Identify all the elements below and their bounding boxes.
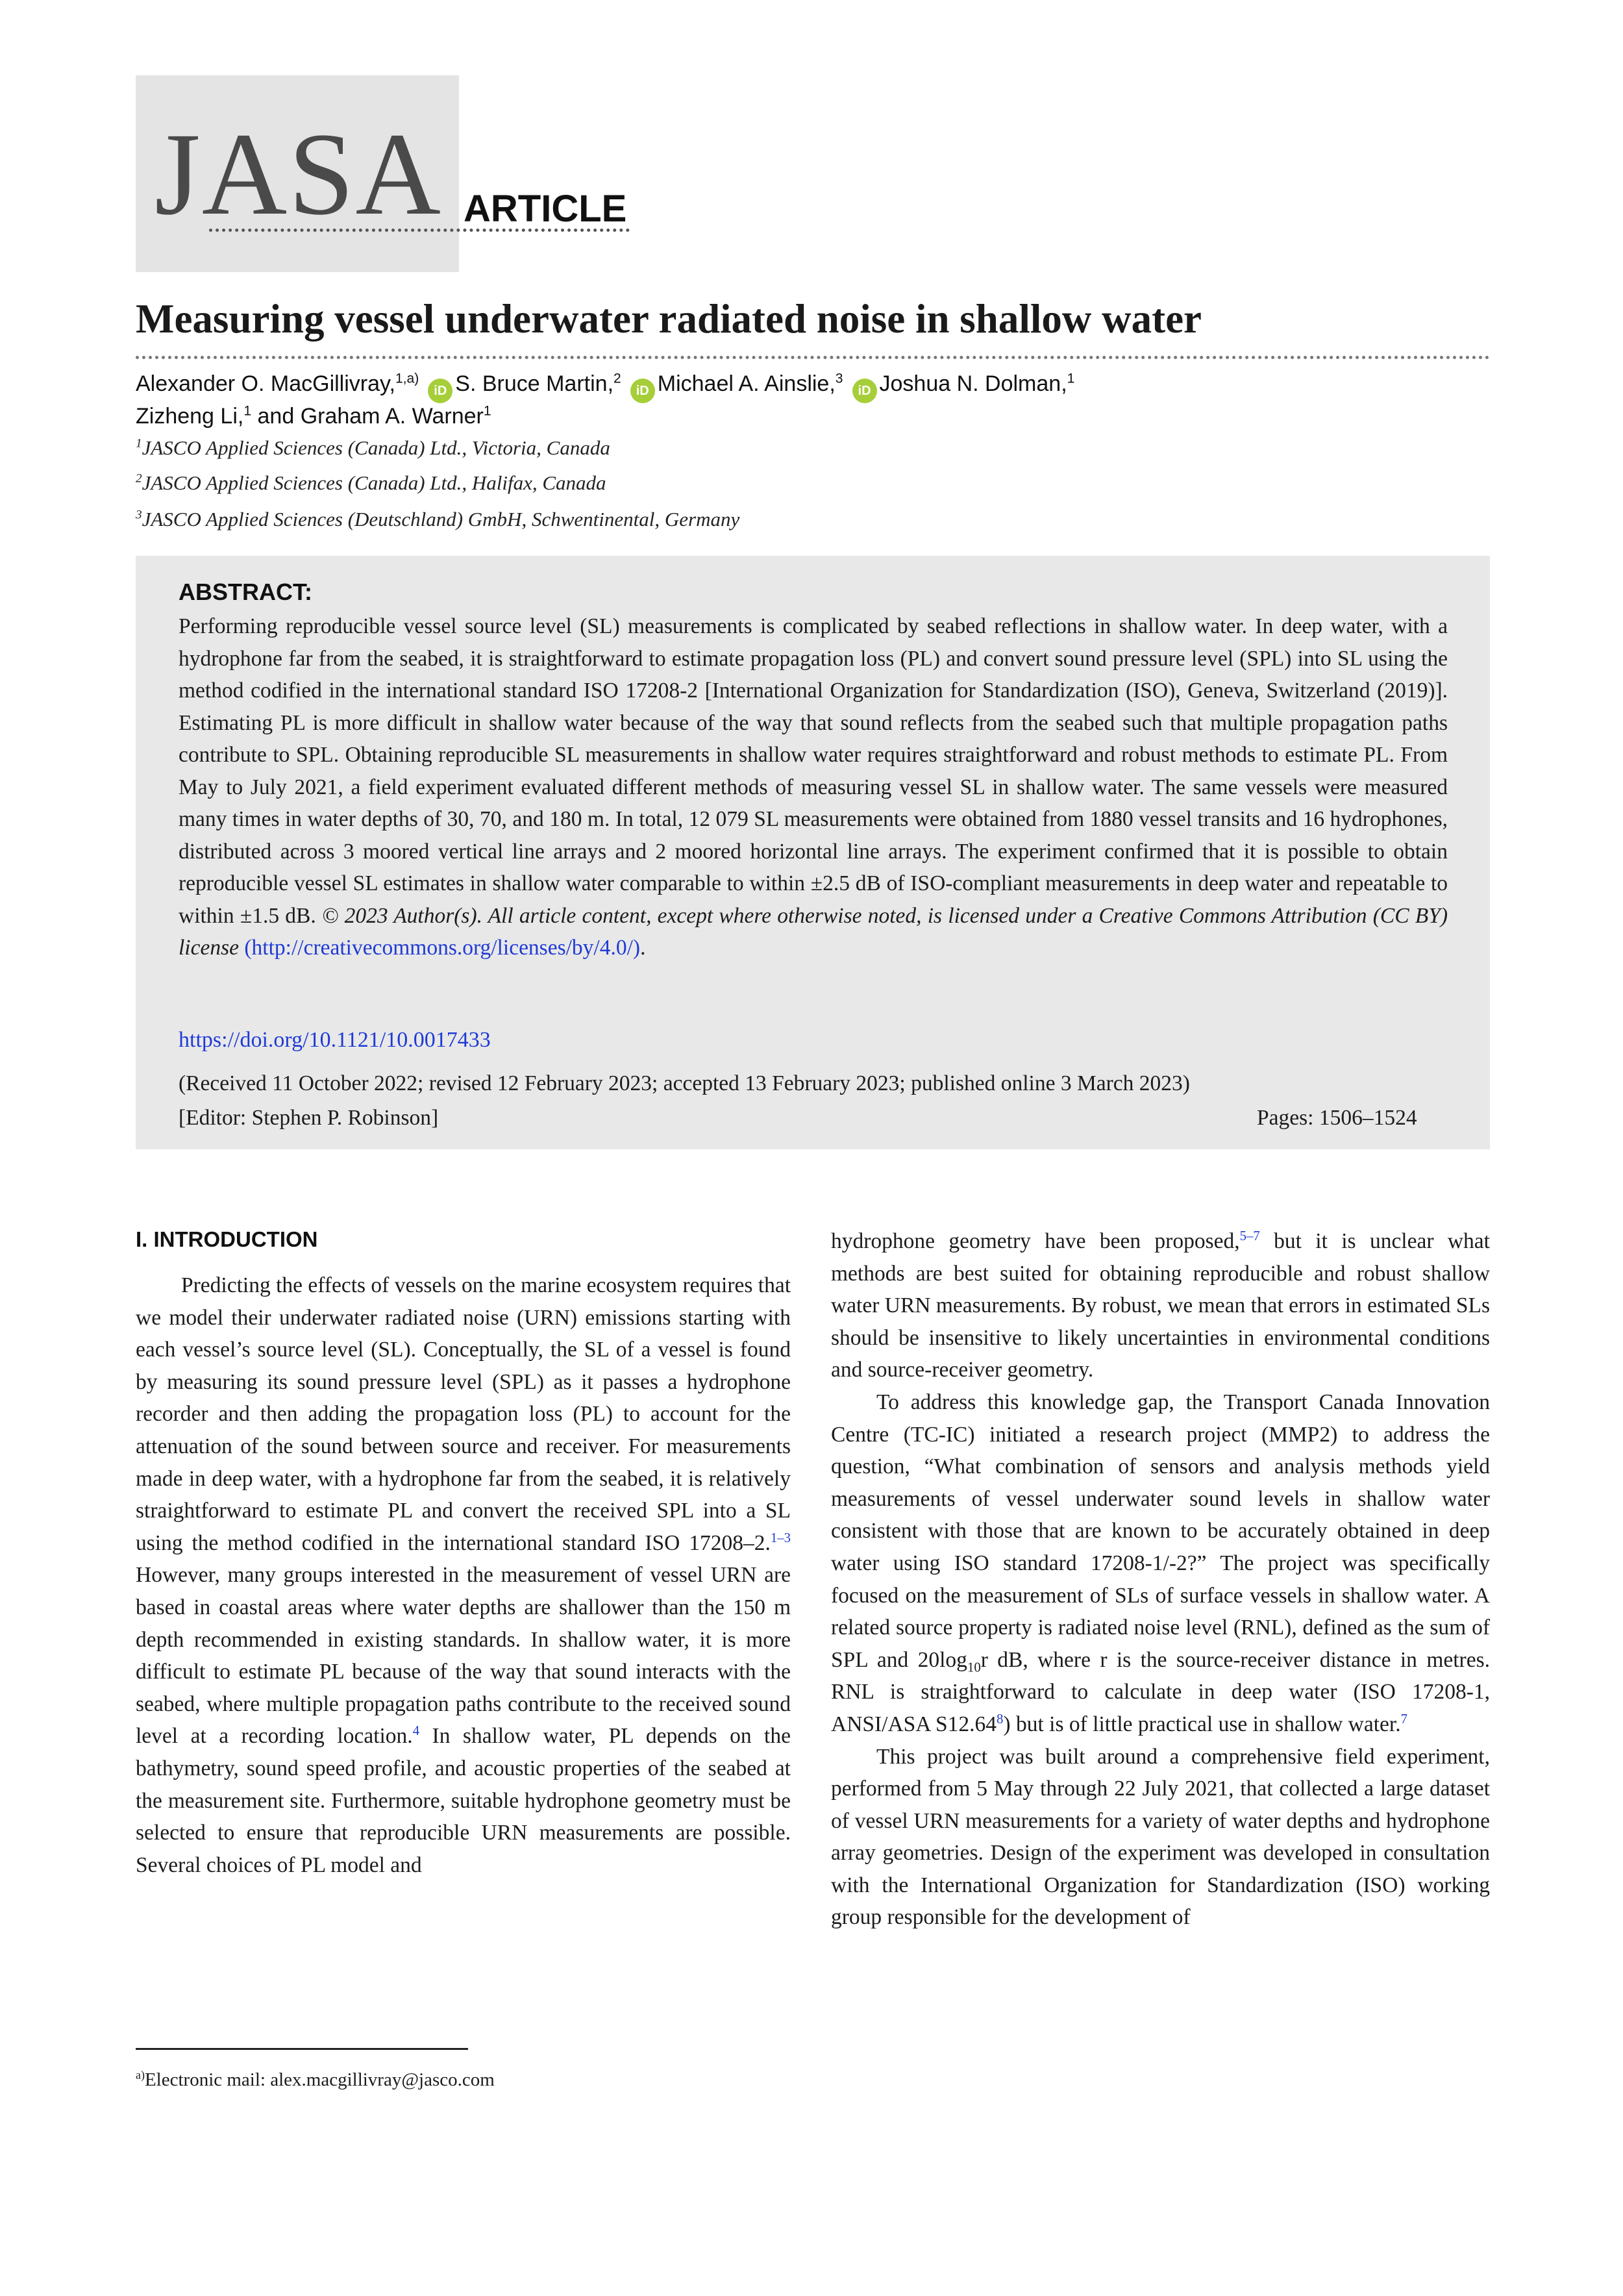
page-range: Pages: 1506–1524	[1257, 1106, 1417, 1130]
author-name[interactable]: Michael A. Ainslie,	[657, 371, 836, 396]
author-affiliation-mark: 3	[835, 371, 843, 386]
orcid-icon[interactable]: iD	[428, 379, 452, 403]
author-name[interactable]: Zizheng Li,	[136, 404, 244, 429]
author-list-line-1	[136, 371, 1074, 403]
abstract-body: Performing reproducible vessel source level (SL) measurements is complicated by seabed reflections in shallow water. In deep water, with a hydrophone far from the seabed, it is straightforward to estimate propagation loss (PL) and convert sound pressure level (SPL) into SL using the method codified in the international standard ISO 17208-2 [International Organization for Standardization (ISO), Geneva, Switzerland (2019)]. Estimating PL is more difficult in shallow water because of the way that sound reflects from the seabed such that multiple propagation paths contribute to SPL. Obtaining reproducible SL measurements in shallow water requires straightforward and robust methods to estimate PL. From May to July 2021, a field experiment evaluated different methods of measuring vessel SL in shallow water. The same vessels were measured many times in water depths of 30, 70, and 180 m. In total, 12 079 SL measurements were obtained from 1880 vessel transits and 16 hydrophones, distributed across 3 moored vertical line arrays and 2 moored horizontal line arrays. The experiment confirmed that it is possible to obtain reproducible vessel SL estimates in shallow water comparable to within ±2.5 dB of ISO-compliant measurements in deep water and repeatable to within ±1.5 dB. © 2023 Author(s). All article content, except where otherwise noted, is licensed under a Creative Commons Attribution (CC BY) license (http://creativecommons.org/licenses/by/4.0/).	[179, 614, 1448, 960]
section-label: ARTICLE	[464, 188, 627, 230]
affiliation: $^3$JASCO Applied Sciences (Deutschland) GmbH, Schwentinental, Germany	[136, 508, 740, 530]
author-name[interactable]: S. Bruce Martin,	[455, 371, 614, 396]
citation-link[interactable]: 8	[997, 1711, 1004, 1727]
paragraph: Predicting the effects of vessels on the marine ecosystem requires that we model their underwater radiated noise (URN) emissions starting with each vessel’s source level (SL). Conceptually, the SL of a vessel is found by measuring its sound pressure level (SPL) as it passes a hydrophone recorder and then adding the propagation loss (PL) to account for the attenuation of the sound between source and receiver. For measurements made in deep water, with a hydrophone far from the seabed, it is relatively straightforward to estimate PL and convert the received SPL into a SL using the method codified in the international standard ISO 17208–2.$^{1-3}$ However, many groups interested in the measurement of vessel URN are based in coastal areas where water depths are shallower than the 150 m depth recommended in existing standards. In shallow water, it is more difficult to estimate PL because of the way that sound interacts with the seabed, where multiple propagation paths contribute to the received sound level at a recording location.$^4$ In shallow water, PL depends on the bathymetry, sound speed profile, and acoustic properties of the seabed at the measurement site. Furthermore, suitable hydrophone geometry must be selected to ensure that reproducible URN measurements are possible. Several choices of PL model and	[136, 1273, 791, 1877]
author-list-line-2	[136, 404, 491, 429]
author-affiliation-mark: 1	[1067, 371, 1075, 386]
license-statement: © 2023 Author(s). All article content, except where otherwise noted, is licensed under a Creative Commons Attribution (CC BY) license	[179, 903, 1448, 960]
paragraph: hydrophone geometry have been proposed,$^{5-7}$ but it is unclear what methods are best suited for obtaining reproducible and robust shallow water URN measurements. By robust, we mean that errors in estimated SLs should be insensitive to likely uncertainties in environmental conditions and source-receiver geometry.	[831, 1228, 1490, 1382]
orcid-icon[interactable]: iD	[852, 379, 877, 403]
author-affiliation-mark: 1,a)	[395, 371, 419, 386]
license-link[interactable]: (http://creativecommons.org/licenses/by/4.0/)	[244, 936, 641, 960]
section-heading: I. INTRODUCTION	[136, 1227, 318, 1251]
author-name[interactable]: Joshua N. Dolman,	[879, 371, 1067, 396]
title-dotted-rule	[136, 356, 1490, 359]
affiliation: $^1$JASCO Applied Sciences (Canada) Ltd., Victoria, Canada	[136, 436, 610, 459]
paper-title: Measuring vessel underwater radiated noise in shallow water	[136, 296, 1202, 342]
affiliation: $^2$JASCO Applied Sciences (Canada) Ltd., Halifax, Canada	[136, 471, 606, 494]
abstract-heading: ABSTRACT:	[179, 579, 312, 605]
footnote: $^{a)}$Electronic mail: alex.macgillivray@jasco.com	[136, 2068, 495, 2090]
citation-link[interactable]: 4	[412, 1723, 420, 1739]
author-affiliation-mark: 2	[613, 371, 621, 386]
paragraph: This project was built around a comprehensive field experiment, performed from 5 May through 22 July 2021, that collected a large dataset of vessel URN measurements for a variety of water depths and hydrophone array geometries. Design of the experiment was developed in consultation with the International Organization for Standardization (ISO) working group responsible for the development of	[831, 1744, 1490, 1930]
citation-link[interactable]: 7	[1400, 1711, 1407, 1727]
author-affiliation-mark: 1	[243, 403, 252, 419]
received-dates: (Received 11 October 2022; revised 12 February 2023; accepted 13 February 2023; published online 3 March 2023)	[179, 1071, 1190, 1095]
orcid-icon[interactable]: iD	[630, 379, 655, 403]
journal-logo: JASA	[155, 109, 442, 240]
author-affiliation-mark: 1	[483, 403, 491, 419]
doi-link[interactable]: https://doi.org/10.1121/10.0017433	[179, 1028, 491, 1052]
paragraph: To address this knowledge gap, the Transport Canada Innovation Centre (TC-IC) initiated a research project (MMP2) to address the question, “What combination of sensors and analysis methods yield measurements of vessel underwater sound levels in shallow water consistent with those that are known to be accurately obtained in deep water using ISO standard 17208-1/-2?” The project was specifically focused on the measurement of SLs of surface vessels in shallow water. A related source property is radiated noise level (RNL), defined as the sum of SPL and $20\log_{10}r$ dB, where r is the source-receiver distance in metres. RNL is straightforward to calculate in deep water (ISO 17208-1, ANSI/ASA S12.64$^8$) but is of little practical use in shallow water.$^7$	[831, 1390, 1490, 1736]
editor-line: [Editor: Stephen P. Robinson]	[179, 1106, 439, 1130]
body-column-right	[831, 1225, 1490, 1934]
author-name[interactable]: Alexander O. MacGillivray,	[136, 371, 395, 396]
footnote-rule	[136, 2048, 468, 2050]
body-column-left	[136, 1269, 791, 1881]
citation-link[interactable]: 1–3	[770, 1530, 791, 1545]
author-name[interactable]: and Graham A. Warner	[257, 404, 484, 429]
citation-link[interactable]: 5–7	[1239, 1228, 1260, 1243]
